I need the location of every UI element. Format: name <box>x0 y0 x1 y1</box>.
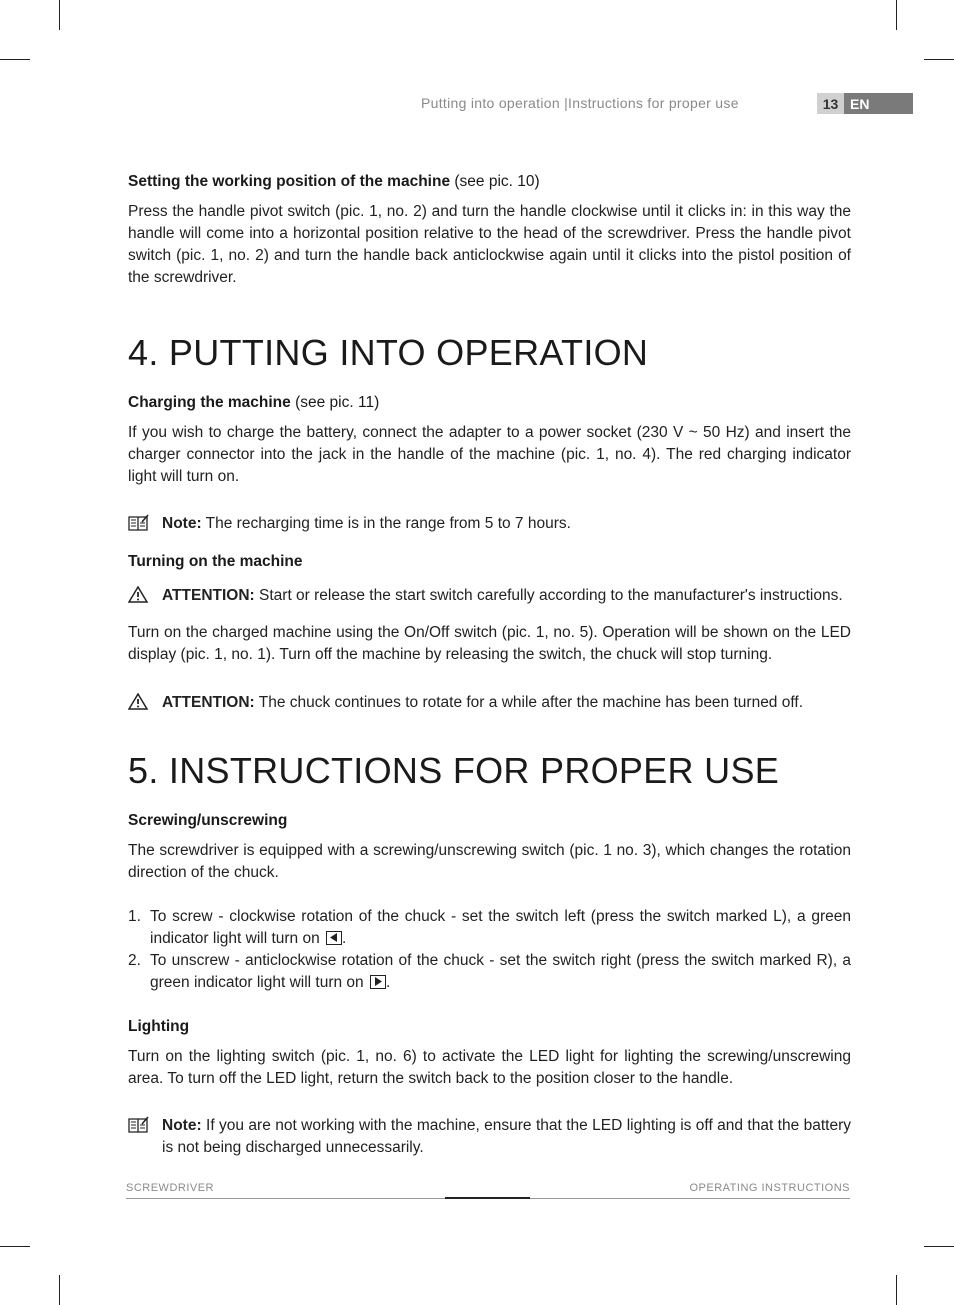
crop-mark <box>896 0 897 30</box>
note-text: The recharging time is in the range from 5 to 7 hours. <box>205 515 571 532</box>
subheading-screwing: Screwing/unscrewing <box>128 812 288 829</box>
warning-triangle-icon <box>128 586 150 604</box>
attention-text: Start or release the start switch carefully according to the manufacturer's instructions. <box>259 587 843 604</box>
crop-mark <box>0 59 30 60</box>
list-text: To screw - clockwise rotation of the chuck - set the switch left (press the switch marked L), a green indicator light will turn on <box>150 908 851 947</box>
attention-text: The chuck continues to rotate for a while after the machine has been turned off. <box>258 694 803 711</box>
running-head: Putting into operation |Instructions for proper use <box>421 95 739 111</box>
note-book-icon <box>128 1116 150 1134</box>
attention-label: ATTENTION: <box>162 587 255 604</box>
footer-right: OPERATING INSTRUCTIONS <box>689 1182 850 1194</box>
note-label: Note: <box>162 515 202 532</box>
chapter-heading-4: 4. PUTTING INTO OPERATION <box>128 332 649 373</box>
subheading-ref: (see pic. 11) <box>295 394 380 411</box>
note-text: If you are not working with the machine, ensure that the LED lighting is off and that the battery is not being discharged unnecessarily. <box>162 1117 851 1156</box>
page-number: 13 <box>817 93 844 114</box>
chapter-heading-5: 5. INSTRUCTIONS FOR PROPER USE <box>128 750 780 791</box>
paragraph-lighting: Turn on the lighting switch (pic. 1, no. 6) to activate the LED light for lighting the screwing/unscrewing area. To turn off the LED light, return the switch back to the position closer to the handle. <box>128 1048 851 1087</box>
subheading-turning-on: Turning on the machine <box>128 553 303 570</box>
crop-mark <box>924 59 954 60</box>
subheading-working-position <box>128 173 851 191</box>
language-label: EN <box>844 93 913 114</box>
paragraph-turning-on: Turn on the charged machine using the On/Off switch (pic. 1, no. 5). Operation will be shown on the LED display (pic. 1, no. 1). Turn off the machine by releasing the switch, the chuck will stop turning. <box>128 624 851 663</box>
attention-label: ATTENTION: <box>162 694 255 711</box>
paragraph-working-position: Press the handle pivot switch (pic. 1, no. 2) and turn the handle clockwise until it clicks in: in this way the handle will come into a horizontal position relative to the head of the screwdriver. Press the handle pivot switch (pic. 1, no. 2) and turn the handle back anticlockwise again until it clicks into the pistol position of the screwdriver. <box>128 203 851 286</box>
crop-mark <box>924 1246 954 1247</box>
warning-triangle-icon <box>128 693 150 711</box>
crop-mark <box>0 1246 30 1247</box>
subheading-title: Setting the working position of the machine <box>128 173 451 190</box>
subheading-charging <box>128 394 851 412</box>
subheading-title: Charging the machine <box>128 394 291 411</box>
crop-mark <box>59 0 60 30</box>
subheading-lighting: Lighting <box>128 1018 190 1035</box>
crop-mark <box>59 1275 60 1305</box>
arrow-right-icon <box>370 975 386 989</box>
note-label: Note: <box>162 1117 202 1134</box>
list-number: 2. <box>128 952 141 969</box>
arrow-left-icon <box>326 931 342 945</box>
footer-left: SCREWDRIVER <box>126 1182 215 1194</box>
crop-mark <box>896 1275 897 1305</box>
subheading-ref: (see pic. 10) <box>454 173 540 190</box>
paragraph-charging: If you wish to charge the battery, connect the adapter to a power socket (230 V ~ 50 Hz) and insert the charger connector into the jack in the handle of the machine (pic. 1, no. 4). The red charging indicator light will turn on. <box>128 424 851 485</box>
list-text: To unscrew - anticlockwise rotation of the chuck - set the switch right (press the switch marked R), a green indicator light will turn on <box>150 952 851 991</box>
paragraph-screwing: The screwdriver is equipped with a screwing/unscrewing switch (pic. 1 no. 3), which changes the rotation direction of the chuck. <box>128 842 851 881</box>
page-badge <box>817 93 913 114</box>
note-book-icon <box>128 514 150 532</box>
list-number: 1. <box>128 908 141 925</box>
footer-divider-accent <box>445 1197 530 1199</box>
